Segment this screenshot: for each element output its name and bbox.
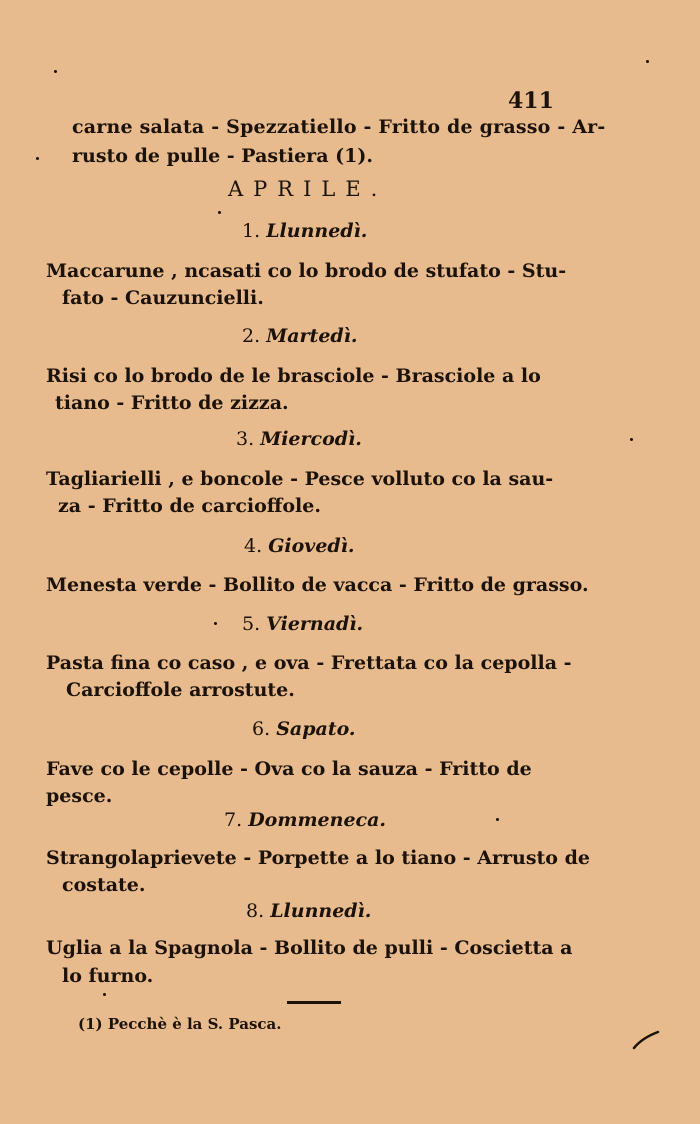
ink-speck xyxy=(496,818,499,821)
menu-line: Menesta verde - Bollito de vacca - Fritto de grasso. xyxy=(46,574,589,596)
day-number: 8. xyxy=(246,900,265,922)
day-name: Miercodì. xyxy=(260,428,362,450)
menu-line: Tagliarielli , e boncole - Pesce volluto co la sau- xyxy=(46,468,554,490)
ink-speck xyxy=(218,211,221,214)
intro-line-2: rusto de pulle - Pastiera (1). xyxy=(72,145,373,167)
day-name: Giovedì. xyxy=(268,535,355,557)
day-number: 7. xyxy=(224,809,243,831)
footnote: (1) Pecchè è la S. Pasca. xyxy=(78,1015,282,1033)
day-heading-2 xyxy=(242,325,358,347)
day-number: 1. xyxy=(242,220,261,242)
day-number: 3. xyxy=(236,428,255,450)
ink-speck xyxy=(54,70,57,73)
day-name: Viernadì. xyxy=(266,613,364,635)
menu-line: tiano - Fritto de zizza. xyxy=(55,392,289,414)
day-number: 5. xyxy=(242,613,261,635)
day-number: 6. xyxy=(252,718,271,740)
menu-line: Pasta fina co caso , e ova - Frettata co la cepolla - xyxy=(46,652,572,674)
day-name: Martedì. xyxy=(266,325,358,347)
day-heading-7 xyxy=(224,809,386,831)
menu-line: Fave co le cepolle - Ova co la sauza - Fritto de xyxy=(46,758,532,780)
ink-stroke-mark xyxy=(632,1028,660,1050)
menu-line: Uglia a la Spagnola - Bollito de pulli - Coscietta a xyxy=(46,937,573,959)
menu-line: Carcioffole arrostute. xyxy=(66,679,295,701)
ink-speck xyxy=(103,993,106,996)
day-number: 2. xyxy=(242,325,261,347)
menu-line: Risi co lo brodo de le brasciole - Brasciole a lo xyxy=(46,365,541,387)
day-name: Dommeneca. xyxy=(248,809,387,831)
day-heading-4 xyxy=(244,535,355,557)
menu-line: fato - Cauzuncielli. xyxy=(62,287,264,309)
menu-line: lo furno. xyxy=(62,965,154,987)
intro-line-1: carne salata - Spezzatiello - Fritto de grasso - Ar- xyxy=(72,116,606,138)
month-heading: APRILE. xyxy=(228,177,388,201)
day-number: 4. xyxy=(244,535,263,557)
footnote-rule xyxy=(287,1001,341,1004)
menu-line: pesce. xyxy=(46,785,113,807)
ink-speck xyxy=(630,438,633,441)
day-name: Llunnedì. xyxy=(266,220,368,242)
menu-line: costate. xyxy=(62,874,146,896)
day-heading-5 xyxy=(242,613,363,635)
ink-speck xyxy=(214,622,217,625)
ink-speck xyxy=(36,157,39,160)
day-heading-6 xyxy=(252,718,356,740)
ink-speck xyxy=(646,60,649,63)
day-heading-1 xyxy=(242,220,367,242)
menu-line: Strangolaprievete - Porpette a lo tiano - Arrusto de xyxy=(46,847,590,869)
menu-line: Maccarune , ncasati co lo brodo de stufato - Stu- xyxy=(46,260,567,282)
day-heading-3 xyxy=(236,428,362,450)
day-heading-8 xyxy=(246,900,371,922)
day-name: Sapato. xyxy=(276,718,356,740)
page-number: 411 xyxy=(508,88,554,114)
menu-line: za - Fritto de carcioffole. xyxy=(58,495,321,517)
day-name: Llunnedì. xyxy=(270,900,372,922)
